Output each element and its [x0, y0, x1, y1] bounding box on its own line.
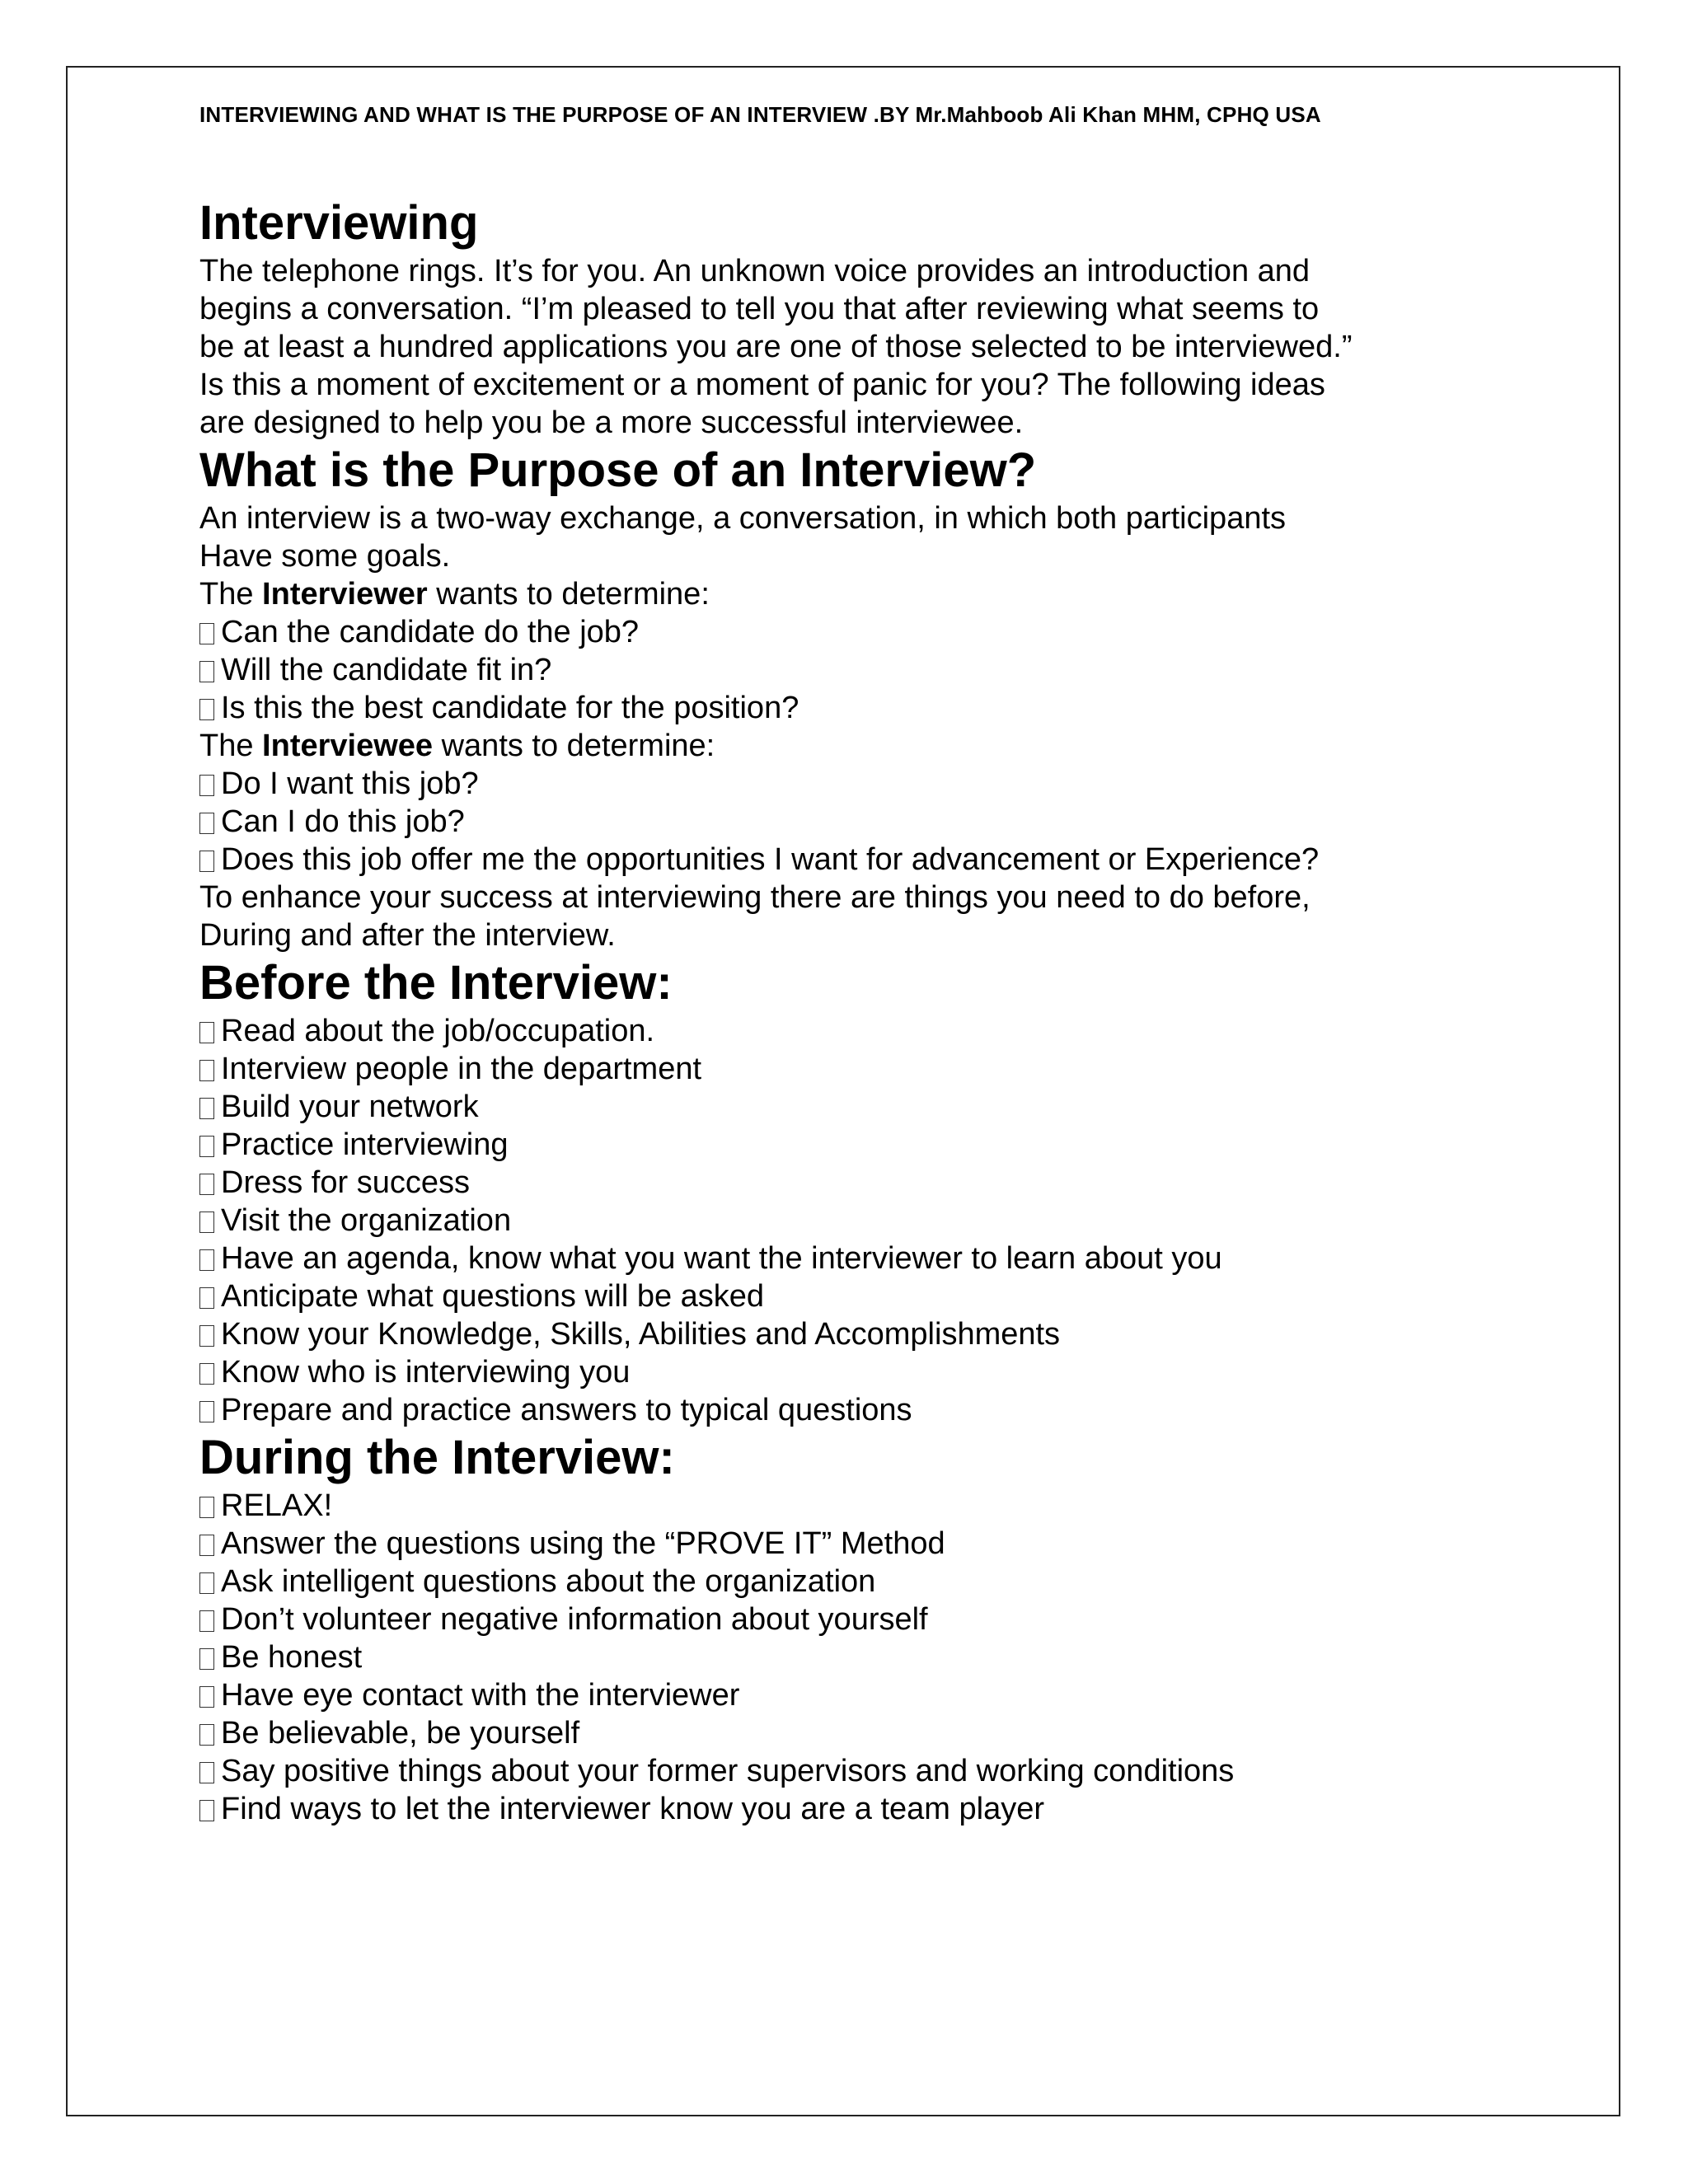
list-item-text: Does this job offer me the opportunities I want for advancement or Experience?: [221, 842, 1320, 877]
list-item-text: Be believable, be yourself: [221, 1716, 580, 1750]
list-item-text: Don’t volunteer negative information about yourself: [221, 1602, 928, 1637]
bullet-box-icon: [199, 775, 214, 796]
bullet-box-icon: [199, 1724, 214, 1746]
list-item-text: Find ways to let the interviewer know you are a team player: [221, 1792, 1045, 1826]
list-item: [199, 1277, 1485, 1315]
paragraph-line: Have some goals.: [199, 539, 451, 574]
bullet-box-icon: [199, 1287, 214, 1309]
paragraph-line: Is this a moment of excitement or a moment of panic for you? The following ideas: [199, 368, 1325, 402]
bullet-box-icon: [199, 1535, 214, 1556]
list-item-text: Answer the questions using the “PROVE IT” Method: [221, 1526, 945, 1561]
list-item: [199, 651, 1485, 689]
bullet-box-icon: [199, 1401, 214, 1422]
bullet-box-icon: [199, 1060, 214, 1081]
list-item: [199, 689, 1485, 727]
list-item: [199, 1487, 1485, 1525]
bullet-box-icon: [199, 1572, 214, 1594]
list-item-text: Know who is interviewing you: [221, 1355, 631, 1390]
paragraph-line: During and after the interview.: [199, 918, 616, 953]
paragraph-line: An interview is a two-way exchange, a conversation, in which both participants: [199, 501, 1287, 536]
list-item-text: Have an agenda, know what you want the interviewer to learn about you: [221, 1241, 1222, 1276]
bullet-box-icon: [199, 1212, 214, 1233]
list-item-text: Will the candidate fit in?: [221, 653, 552, 687]
document-body: [199, 194, 1485, 1828]
list-item-text: Ask intelligent questions about the organization: [221, 1564, 876, 1599]
bullet-box-icon: [199, 1363, 214, 1385]
list-item-text: Is this the best candidate for the position?: [221, 691, 799, 725]
bullet-box-icon: [199, 1648, 214, 1670]
bullet-box-icon: [199, 699, 214, 720]
bullet-box-icon: [199, 661, 214, 682]
list-item-text: Have eye contact with the interviewer: [221, 1678, 740, 1713]
list-item: [199, 1601, 1485, 1638]
list-item: [199, 1638, 1485, 1676]
bullet-box-icon: [199, 1497, 214, 1518]
list-item: [199, 1088, 1485, 1126]
list-item-text: Visit the organization: [221, 1203, 512, 1238]
list-item-text: Say positive things about your former supervisors and working conditions: [221, 1754, 1235, 1788]
list-item-text: Anticipate what questions will be asked: [221, 1279, 765, 1314]
list-item-text: Do I want this job?: [221, 766, 479, 801]
paragraph-line: be at least a hundred applications you are one of those selected to be interviewed.”: [199, 330, 1353, 364]
bullet-box-icon: [199, 1610, 214, 1632]
list-item-text: Read about the job/occupation.: [221, 1014, 655, 1048]
bullet-box-icon: [199, 623, 214, 644]
list-item-text: Can the candidate do the job?: [221, 615, 640, 649]
paragraph-line: begins a conversation. “I’m pleased to tell you that after reviewing what seems to: [199, 292, 1320, 326]
list-item-text: Dress for success: [221, 1165, 470, 1200]
list-item: [199, 765, 1485, 803]
interviewee-suffix: wants to determine:: [433, 729, 715, 763]
during-interview-list: [199, 1487, 1485, 1828]
list-item: [199, 1676, 1485, 1714]
list-item: [199, 1126, 1485, 1164]
bullet-box-icon: [199, 1174, 214, 1195]
list-item-text: RELAX!: [221, 1488, 333, 1523]
list-item-text: Can I do this job?: [221, 804, 465, 839]
list-item-text: Be honest: [221, 1640, 363, 1675]
before-interview-list: [199, 1012, 1485, 1429]
list-item: [199, 1391, 1485, 1429]
paragraph-line: The telephone rings. It’s for you. An unknown voice provides an introduction and: [199, 254, 1311, 288]
heading-during-interview: During the Interview:: [199, 1431, 675, 1484]
interviewer-suffix: wants to determine:: [427, 577, 710, 612]
paragraph-line: are designed to help you be a more successful interviewee.: [199, 405, 1024, 440]
list-item: [199, 613, 1485, 651]
heading-purpose: What is the Purpose of an Interview?: [199, 443, 1037, 497]
bullet-box-icon: [199, 1136, 214, 1157]
interviewer-prefix: The: [199, 577, 263, 612]
bullet-box-icon: [199, 1098, 214, 1119]
list-item: [199, 1563, 1485, 1601]
list-item: [199, 1714, 1485, 1752]
bullet-box-icon: [199, 813, 214, 834]
list-item: [199, 1752, 1485, 1790]
interviewer-intro: [199, 575, 1485, 613]
list-item-text: Interview people in the department: [221, 1052, 702, 1086]
interviewer-bold: Interviewer: [262, 577, 428, 612]
bullet-box-icon: [199, 851, 214, 872]
list-item: [199, 1202, 1485, 1240]
bullet-box-icon: [199, 1249, 214, 1271]
list-item: [199, 1240, 1485, 1277]
list-item: [199, 1012, 1485, 1050]
paragraph-line: To enhance your success at interviewing there are things you need to do before,: [199, 880, 1311, 915]
list-item: [199, 1353, 1485, 1391]
bullet-box-icon: [199, 1325, 214, 1347]
heading-interviewing: Interviewing: [199, 196, 479, 250]
bullet-box-icon: [199, 1686, 214, 1708]
list-item: [199, 1164, 1485, 1202]
interviewee-intro: [199, 727, 1485, 765]
interviewee-bold: Interviewee: [262, 729, 434, 763]
list-item-text: Know your Knowledge, Skills, Abilities and Accomplishments: [221, 1317, 1061, 1352]
interviewee-prefix: The: [199, 729, 263, 763]
list-item: [199, 1050, 1485, 1088]
list-item-text: Build your network: [221, 1090, 479, 1124]
bullet-box-icon: [199, 1022, 214, 1043]
list-item: [199, 1790, 1485, 1828]
bullet-box-icon: [199, 1762, 214, 1783]
list-item: [199, 803, 1485, 841]
list-item: [199, 1315, 1485, 1353]
bullet-box-icon: [199, 1800, 214, 1821]
heading-before-interview: Before the Interview:: [199, 956, 673, 1010]
document-header: INTERVIEWING AND WHAT IS THE PURPOSE OF AN INTERVIEW .BY Mr.Mahboob Ali Khan MHM, CPHQ USA: [199, 102, 1321, 127]
list-item-text: Practice interviewing: [221, 1127, 509, 1162]
list-item: [199, 1525, 1485, 1563]
list-item: [199, 841, 1485, 879]
list-item-text: Prepare and practice answers to typical questions: [221, 1393, 912, 1427]
